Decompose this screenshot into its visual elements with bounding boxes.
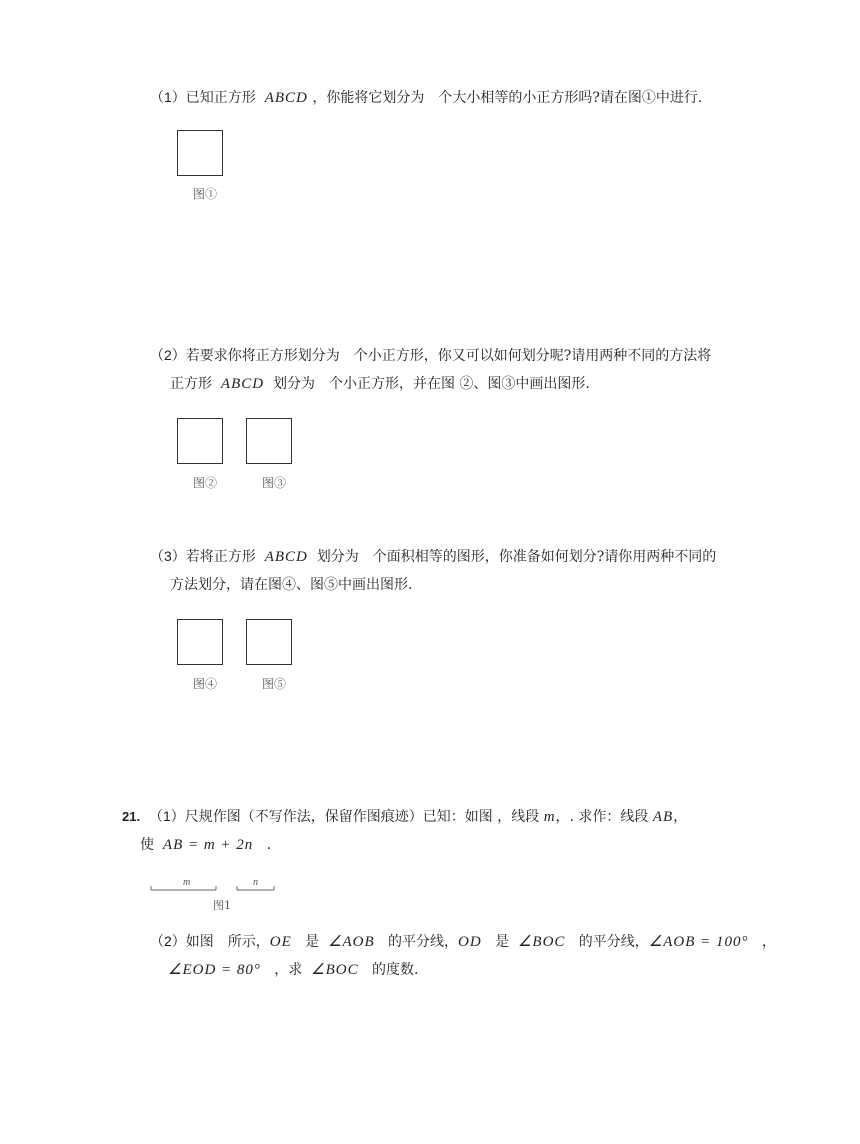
q21-oe: OE — [269, 934, 292, 950]
q21-p1-label: （1） — [148, 808, 185, 824]
q21-p2-line2 — [168, 960, 418, 980]
q21-m-var: m — [543, 809, 556, 825]
figure2-square — [177, 418, 223, 464]
figure5-caption: 图⑤ — [261, 677, 286, 691]
figure4-caption: 图④ — [192, 677, 217, 691]
q21-aob-equation: ∠AOB = 100° — [648, 934, 749, 950]
part2-label: （2） — [150, 347, 186, 363]
figure1-square — [177, 130, 223, 176]
q21-line2-end: . — [266, 837, 272, 853]
q21-p2-label: （2） — [150, 933, 186, 949]
part3-line2 — [170, 575, 412, 595]
part2-abcd: ABCD — [220, 376, 265, 392]
q21-line2-pre: 使 — [140, 837, 154, 853]
q21-p1-text: 尺规作图（不写作法，保留作图痕迹）已知：如图 ，线段 — [184, 809, 540, 825]
part3-line1 — [150, 546, 716, 567]
segment-figure — [148, 872, 288, 898]
q21-angle-boc: ∠BOC — [517, 934, 566, 950]
segment-n-label: n — [253, 877, 258, 888]
part3-label: （3） — [150, 548, 186, 564]
part3-abcd: ABCD — [264, 549, 308, 565]
q21-line1 — [122, 806, 687, 827]
part1-post: ，你能将它划分为 个大小相等的小正方形吗?请在图①中进行. — [312, 90, 703, 106]
q21-angle-boc-2: ∠BOC — [311, 962, 359, 978]
q21-comma1: ， — [761, 934, 776, 950]
figure5-square — [246, 619, 292, 665]
part1-pre: 已知正方形 — [185, 90, 256, 106]
q21-p2-line1 — [150, 931, 776, 952]
segment-figure-caption: 图1 — [213, 899, 231, 912]
part2-line1-text: 若要求你将正方形划分为 个小正方形，你又可以如何划分呢?请用两种不同的方法将 — [185, 348, 712, 364]
figure3-caption: 图③ — [261, 476, 286, 490]
figure2-caption: 图② — [192, 476, 217, 490]
part1-label: （1） — [150, 89, 186, 105]
q21-is1: 是 — [305, 934, 320, 950]
q21-bisector1: 的平分线， — [388, 934, 459, 950]
q21-line2 — [140, 835, 271, 855]
part2-line2 — [170, 374, 590, 394]
part3-line1-post: 划分为 个面积相等的图形，你准备如何划分?请你用两种不同的 — [316, 549, 717, 565]
q21-p2-text1: 如图 所示， — [185, 934, 270, 950]
part2-line1 — [150, 345, 711, 366]
part1-abcd: ABCD — [264, 90, 308, 106]
figure4-square — [177, 619, 223, 665]
q21-tail: 的度数. — [371, 962, 419, 978]
part1-line — [150, 87, 702, 108]
q21-comma2: ，求 — [274, 962, 303, 978]
q21-equation: AB = m + 2n — [162, 837, 254, 853]
part3-line1-pre: 若将正方形 — [185, 549, 256, 565]
q21-number: 21. — [122, 809, 141, 824]
q21-ab-var: AB — [652, 809, 674, 825]
q21-eod-equation: ∠EOD = 80° — [168, 962, 261, 978]
part2-line2-post: 划分为 个小正方形，并在图 ②、图③中画出图形. — [272, 376, 590, 392]
figure1-caption: 图① — [192, 187, 217, 201]
q21-bisector2: 的平分线， — [578, 934, 649, 950]
q21-p1-mid: ，. 求作：线段 — [555, 809, 649, 825]
figure3-square — [246, 418, 292, 464]
part3-line2-text: 方法划分，请在图④、图⑤中画出图形. — [170, 577, 413, 593]
q21-od: OD — [458, 934, 482, 950]
segment-m-label: m — [183, 877, 191, 888]
part2-line2-pre: 正方形 — [170, 376, 212, 392]
q21-is2: 是 — [495, 934, 510, 950]
q21-angle-aob: ∠AOB — [328, 934, 375, 950]
q21-p1-end: ， — [673, 809, 688, 825]
